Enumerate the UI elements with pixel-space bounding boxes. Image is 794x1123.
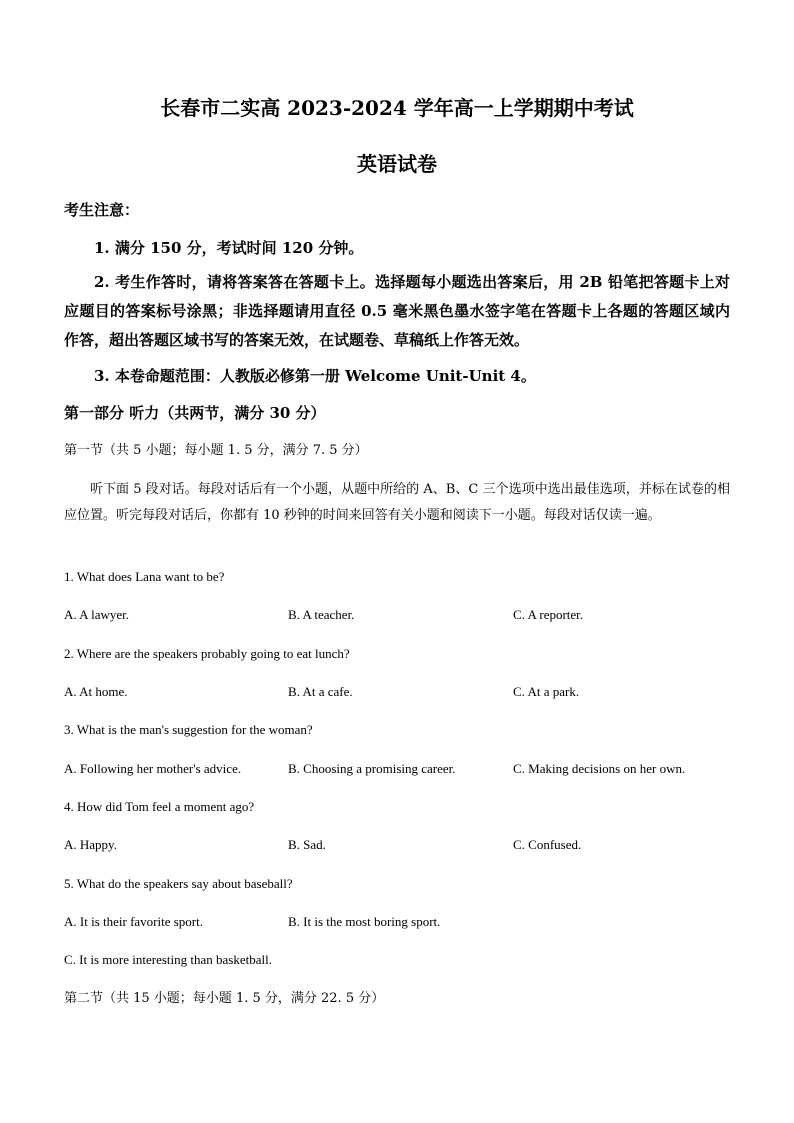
- section1-instructions: 听下面 5 段对话。每段对话后有一个小题，从题中所给的 A、B、C 三个选项中选出最佳选项，并标在试卷的相应位置。听完每段对话后，你都有 10 秒钟的时间来回答有关小题和阅读下一小题。每段对话仅读一遍。: [64, 482, 730, 523]
- notice-item-2: 2. 考生作答时，请将答案答在答题卡上。选择题每小题选出答案后，用 2B 铅笔把答题卡上对应题目的答案标号涂黑；非选择题请用直径 0.5 毫米黑色墨水签字笔在答题卡上各题的答题区域内作答，超出答题区域书写的答案无效，在试题卷、草稿纸上作答无效。: [64, 273, 730, 349]
- question-3-option-a: A. Following her mother's advice.: [64, 761, 242, 776]
- notice-heading: 考生注意：: [64, 201, 140, 219]
- question-3-option-b: B. Choosing a promising career.: [288, 761, 456, 776]
- question-1-option-b: B. A teacher.: [288, 607, 355, 622]
- question-2-stem: 2. Where are the speakers probably going to eat lunch?: [64, 646, 350, 661]
- question-4-option-c: C. Confused.: [513, 837, 582, 852]
- notice-item-1: 1. 满分 150 分，考试时间 120 分钟。: [94, 239, 364, 257]
- question-5-option-b: B. It is the most boring sport.: [288, 914, 441, 929]
- question-1-option-a: A. A lawyer.: [64, 607, 129, 622]
- section2-heading: 第二节（共 15 小题；每小题 1. 5 分，满分 22. 5 分）: [64, 991, 385, 1006]
- question-5-stem: 5. What do the speakers say about baseball?: [64, 876, 293, 891]
- question-1-option-c: C. A reporter.: [513, 607, 584, 622]
- question-5-option-c: C. It is more interesting than basketball.: [64, 952, 272, 967]
- question-4-stem: 4. How did Tom feel a moment ago?: [64, 799, 255, 814]
- part1-heading: 第一部分 听力（共两节，满分 30 分）: [64, 404, 326, 422]
- section1-heading: 第一节（共 5 小题；每小题 1. 5 分，满分 7. 5 分）: [64, 443, 368, 458]
- question-1-stem: 1. What does Lana want to be?: [64, 569, 225, 584]
- question-4-option-a: A. Happy.: [64, 837, 117, 852]
- question-2-option-b: B. At a cafe.: [288, 684, 353, 699]
- question-2-option-a: A. At home.: [64, 684, 128, 699]
- question-4-option-b: B. Sad.: [288, 837, 326, 852]
- notice-item-3: 3. 本卷命题范围：人教版必修第一册 Welcome Unit-Unit 4。: [94, 367, 536, 385]
- question-3-option-c: C. Making decisions on her own.: [513, 761, 686, 776]
- question-3-stem: 3. What is the man's suggestion for the woman?: [64, 722, 313, 737]
- question-2-option-c: C. At a park.: [513, 684, 580, 699]
- exam-title: 长春市二实高 2023-2024 学年高一上学期期中考试: [160, 96, 634, 120]
- question-5-option-a: A. It is their favorite sport.: [64, 914, 203, 929]
- exam-subtitle: 英语试卷: [357, 152, 437, 176]
